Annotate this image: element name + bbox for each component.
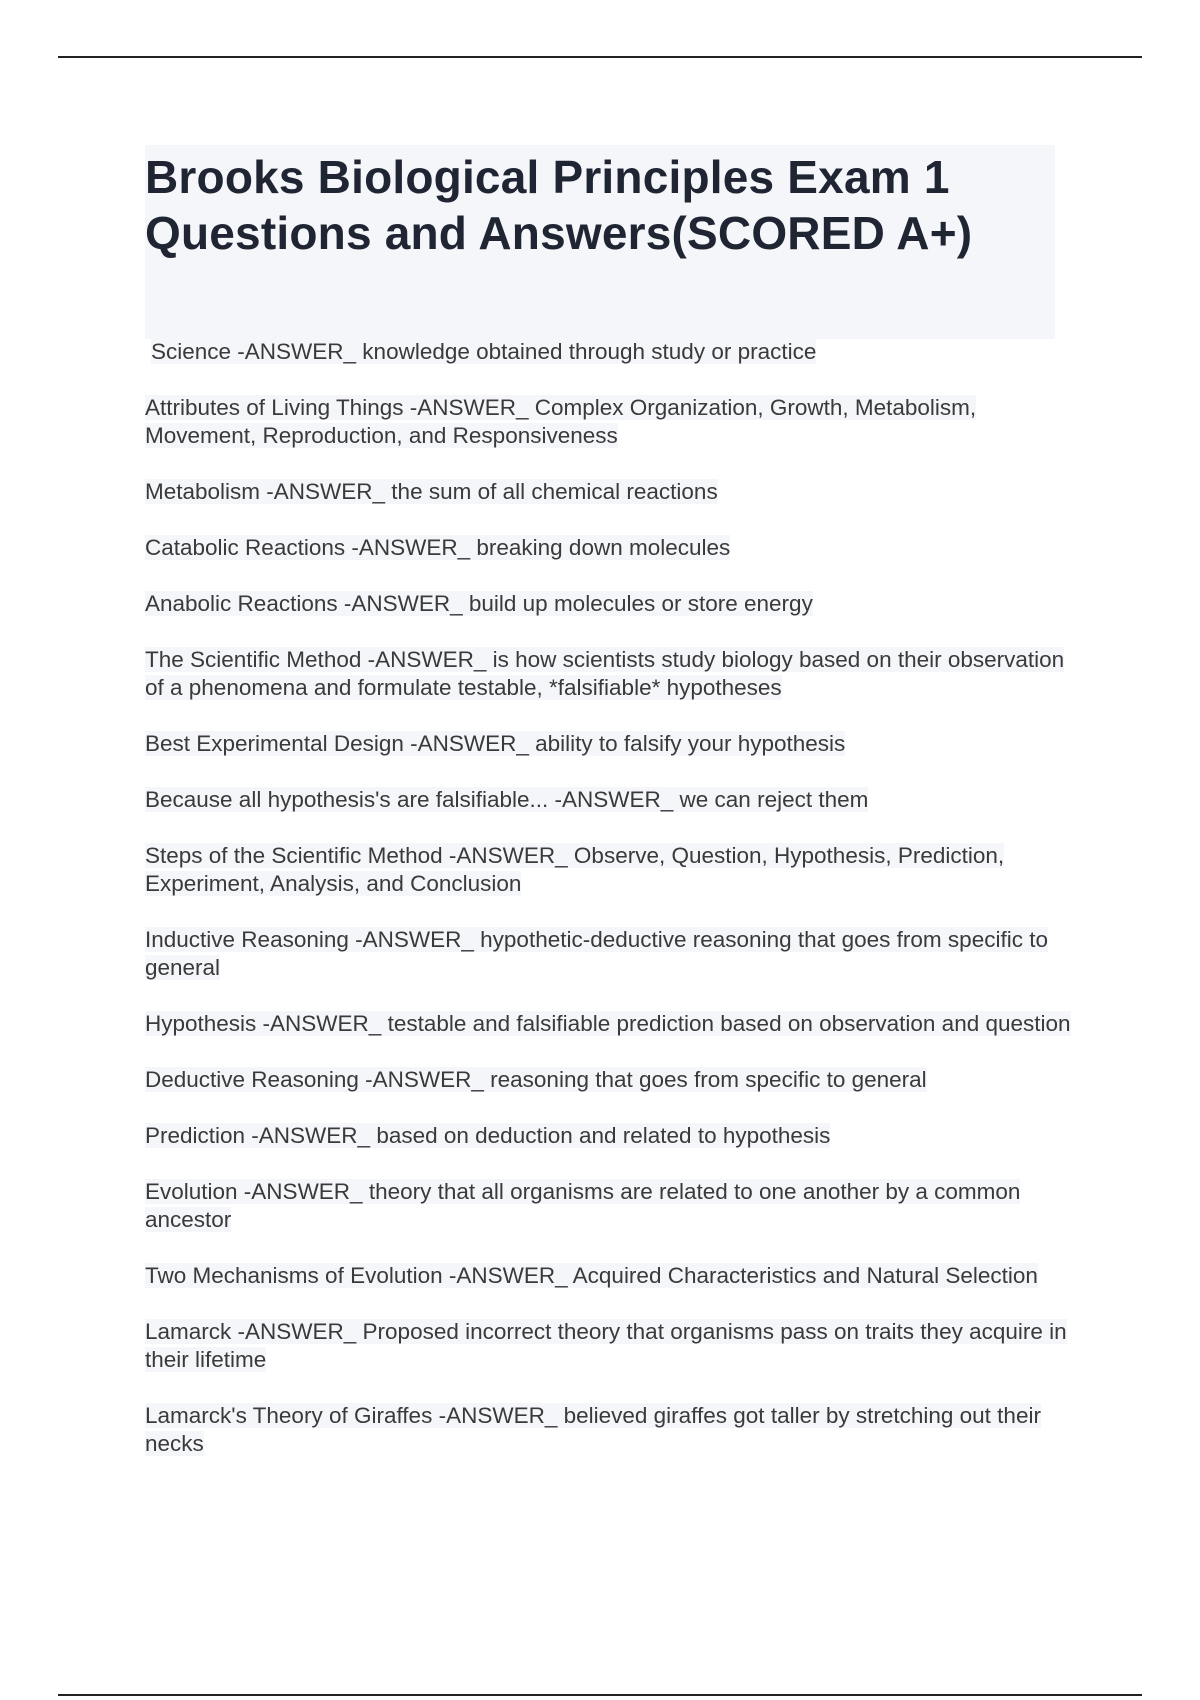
title-line-1: Brooks Biological Principles Exam 1 — [145, 151, 950, 203]
bottom-divider — [58, 1694, 1142, 1696]
qa-entry: Metabolism -ANSWER_ the sum of all chemical reactions — [145, 479, 718, 504]
qa-entry: Steps of the Scientific Method -ANSWER_ Observe, Question, Hypothesis, Prediction, Experiment, Analysis, and Conclusion — [145, 843, 1005, 896]
qa-entry: Lamarck's Theory of Giraffes -ANSWER_ believed giraffes got taller by stretching out their necks — [145, 1403, 1041, 1456]
qa-entry: Attributes of Living Things -ANSWER_ Complex Organization, Growth, Metabolism, Movement, Reproduction, and Responsiveness — [145, 395, 977, 448]
title-block — [145, 145, 1055, 339]
qa-entry: Anabolic Reactions -ANSWER_ build up molecules or store energy — [145, 591, 813, 616]
qa-entry: Science -ANSWER_ knowledge obtained through study or practice — [151, 339, 817, 364]
qa-entry: The Scientific Method -ANSWER_ is how scientists study biology based on their observation of a phenomena and formulate testable, *falsifiable* hypotheses — [145, 647, 1065, 700]
qa-entry: Best Experimental Design -ANSWER_ ability to falsify your hypothesis — [145, 731, 846, 756]
document-title — [145, 149, 1055, 261]
title-line-2: Questions and Answers(SCORED A+) — [145, 207, 973, 259]
qa-entry: Catabolic Reactions -ANSWER_ breaking down molecules — [145, 535, 731, 560]
qa-entry: Prediction -ANSWER_ based on deduction and related to hypothesis — [145, 1123, 831, 1148]
top-divider — [58, 56, 1142, 58]
qa-entry: Evolution -ANSWER_ theory that all organisms are related to one another by a common ancestor — [145, 1179, 1021, 1232]
qa-entry: Lamarck -ANSWER_ Proposed incorrect theory that organisms pass on traits they acquire in their lifetime — [145, 1319, 1067, 1372]
qa-entry: Deductive Reasoning -ANSWER_ reasoning that goes from specific to general — [145, 1067, 927, 1092]
qa-entry: Hypothesis -ANSWER_ testable and falsifiable prediction based on observation and question — [145, 1011, 1071, 1036]
qa-entry: Two Mechanisms of Evolution -ANSWER_ Acquired Characteristics and Natural Selection — [145, 1263, 1038, 1288]
qa-list — [145, 338, 1075, 1486]
qa-entry: Inductive Reasoning -ANSWER_ hypothetic-deductive reasoning that goes from specific to general — [145, 927, 1048, 980]
qa-entry: Because all hypothesis's are falsifiable... -ANSWER_ we can reject them — [145, 787, 869, 812]
